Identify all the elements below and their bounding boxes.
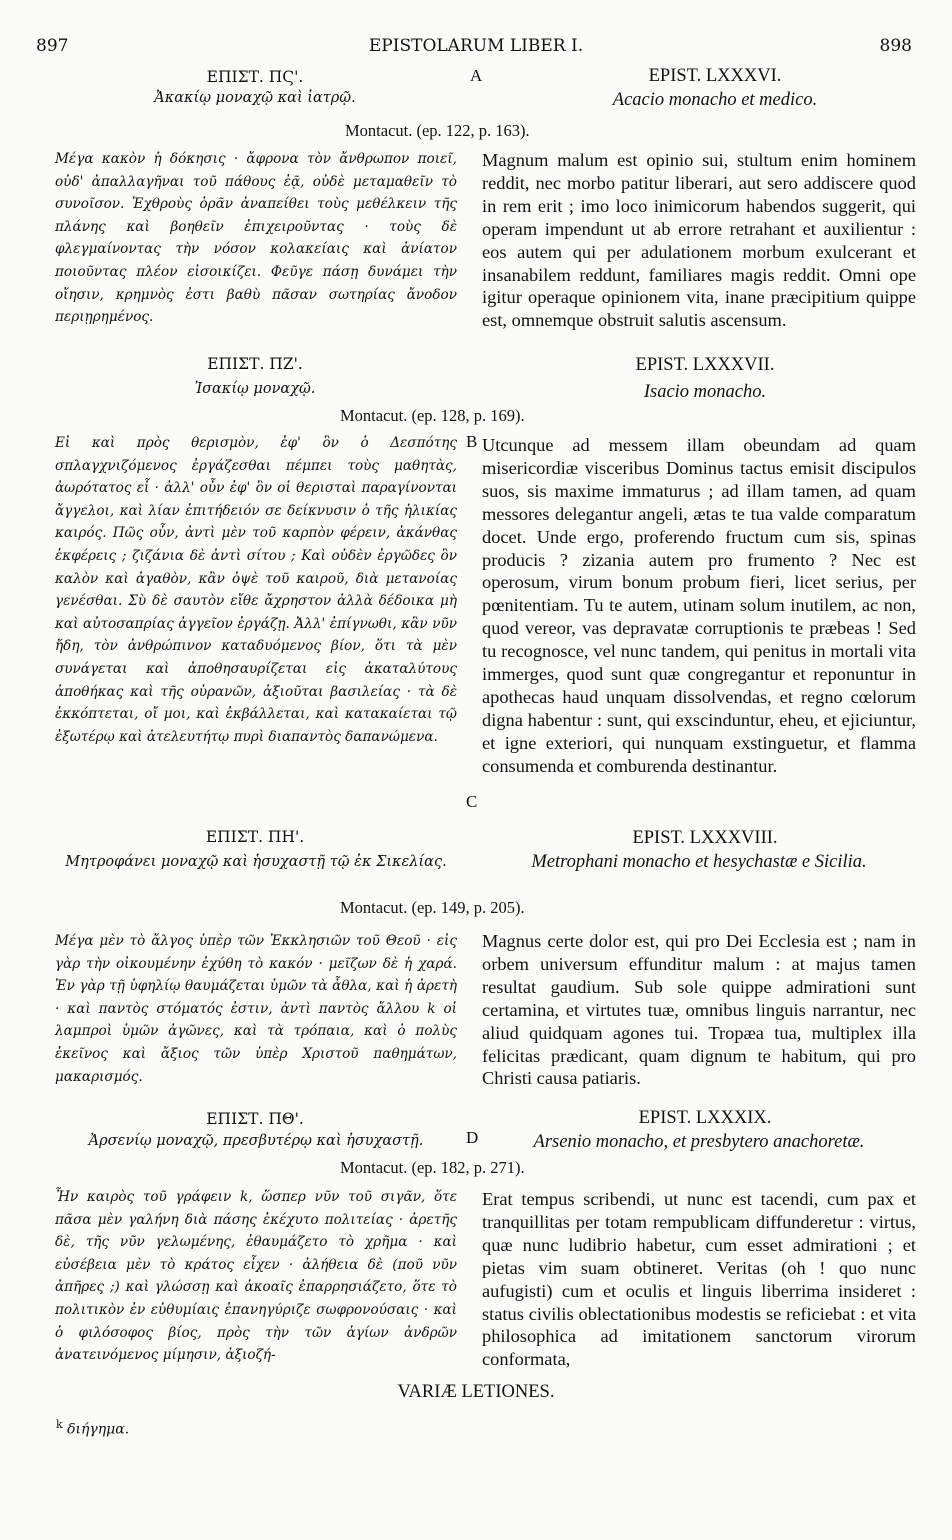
latin-title: EPIST. LXXXVII. — [635, 355, 775, 375]
latin-addressee: Isacio monacho. — [643, 382, 767, 402]
greek-title: ΕΠΙΣΤ. ΠΘ'. — [206, 1110, 304, 1128]
margin-letter-b: B — [466, 432, 478, 451]
latin-title: EPIST. LXXXIX. — [638, 1108, 772, 1128]
source-reference: Montacut. (ep. 149, p. 205). — [340, 898, 525, 917]
latin-text: Utcunque ad messem illam obeundam ad quam misericordiæ visceribus Dominus tactus emisit discipulos suos, sis maxime immaturus ; ad illam tamen, ad quam messores delegantur angeli, ætas te tua valde comparatum docet. Unde ergo, proferendo fructum cum sis, spinas producis ? zizania autem pro frumento ? Nec est operosum, virum bonum probum fieri, licet serius, per pœnitentiam. Tu te autem, utinam solum inutilem, ac non, quod vereor, vas depravatæ corruptionis te præbeas ! Sed tu recognosce, vel nunc tandem, qui penitus in mortali vita immerges, quod sunt quæ congregantur et reponuntur in apothecas haud unquam dissolvendas, et regno cœlorum digna habentur : sunt, qui exscinduntur, eheu, et ejiciuntur, et igne exteriori, qui nunquam exstinguetur, et flamma consumenda et comburenda destinantur. — [482, 435, 916, 776]
greek-text: Ἦν καιρὸς τοῦ γράφειν k, ὥσπερ νῦν τοῦ σιγᾶν, ὅτε πᾶσα μὲν γαλήνη διὰ πάσης ἐκέχυτο πολιτείας · ἀρετῆς δὲ, τῆς νῦν γελωμένης, ἐθαυμάζετο τὸ χρῆμα · καὶ εὐσέβεια μὲν τὸ κράτος εἶχεν · ἀλήθεια δὲ (ποῦ νῦν ἀπῆρες ;) καὶ γλώσσῃ καὶ ἀκοαῖς ἐπαρρησιάζετο, ὅτε τὸ πολιτικὸν ἐν εὐθυμίαις ἐπανηγύριζε σωφρονούσαις · καὶ ὁ φιλόσοφος βίος, πρὸς τὴν τῶν ἁγίων ἀνδρῶν ἀνατεινόμενος μίμησιν, ἀξιοζή- — [55, 1189, 457, 1364]
greek-addressee: Ἀρσενίῳ μοναχῷ, πρεσβυτέρῳ καὶ ἡσυχαστῇ. — [88, 1133, 424, 1149]
variant-readings-heading: VARIÆ LETIONES. — [397, 1382, 555, 1402]
greek-title: ΕΠΙΣΤ. ΠΖ'. — [207, 355, 303, 373]
running-title: EPISTOLARUM LIBER I. — [368, 36, 584, 56]
source-reference: Montacut. (ep. 182, p. 271). — [340, 1158, 525, 1177]
margin-letter-a: A — [470, 66, 483, 85]
footnote-text: διήγημα. — [67, 1421, 130, 1438]
latin-title: EPIST. LXXXVIII. — [632, 828, 778, 848]
source-reference: Montacut. (ep. 122, p. 163). — [345, 121, 530, 140]
greek-addressee: Ἰσακίῳ μοναχῷ. — [194, 381, 316, 397]
greek-addressee: Μητροφάνει μοναχῷ καὶ ἡσυχαστῇ τῷ ἐκ Σικελίας. — [65, 854, 447, 870]
margin-letter-c: C — [466, 792, 478, 811]
page-number-right: 898 — [879, 36, 912, 56]
footnote — [56, 1418, 129, 1438]
latin-addressee: Arsenio monacho, et presbytero anachoretæ. — [533, 1132, 865, 1152]
latin-text: Magnus certe dolor est, qui pro Dei Ecclesia est ; nam in orbem universum effunditur malum : at majus tamen resultat gaudium. Sub sole quippe admirationi sunt certamina, et virtutes tuæ, omnibus linguis narrantur, nec aliud quidquam agones tui. Tropæa tua, multiplex illa felicitas prædicant, quam dignum te habitum, qui pro Christi causa patiaris. — [482, 931, 916, 1089]
source-reference: Montacut. (ep. 128, p. 169). — [340, 406, 525, 425]
greek-text: Μέγα κακὸν ἡ δόκησις · ἄφρονα τὸν ἄνθρωπον ποιεῖ, οὐδ' ἀπαλλαγῆναι τοῦ πάθους ἐᾷ, οὐδὲ μεταμαθεῖν τὸ συνοῖσον. Ἐχθροὺς ὁρᾶν ἀναπείθει τοὺς μεθέλκειν τῆς πλάνης καὶ βοηθεῖν ἐπιχειροῦντας · τοὺς δὲ φλεγμαίνοντας τὴν νόσον κολακείαις καὶ ἀνίατον ποιοῦντας πλέον εἰσοικίζει. Φεῦγε πάσῃ δυνάμει τὴν οἴησιν, κρημνὸς ἐστι βαθὺ πᾶσαν σωτηρίας ἄνοδον περιῃρημένος. — [55, 151, 457, 326]
latin-addressee: Metrophani monacho et hesychastæ e Sicilia. — [531, 852, 867, 872]
greek-title: ΕΠΙΣΤ. ΠΗ'. — [205, 828, 305, 846]
page-number-left: 897 — [36, 36, 69, 56]
latin-text: Erat tempus scribendi, ut nunc est tacendi, cum pax et tranquillitas per totam rempublicam diffunderetur : virtus, quæ nunc ludibrio habetur, cum esset admirationi ; et pietas vim suam obtineret. Veritas (oh ! quo nunc aufugisti) cum et oculis et linguis liberrima insideret : status civilis oblectationibus modestis se reficiebat : et vita philosophica ad imitationem sanctorum virorum conformata, — [482, 1189, 916, 1370]
greek-text: Εἰ καὶ πρὸς θερισμὸν, ἐφ' ὃν ὁ Δεσπότης σπλαγχνιζόμενος ἐργάζεσθαι πέμπει τοὺς μαθητὰς, ἀωρότατος εἶ · ἀλλ' οὖν ἐφ' ὃν οἱ θερισταὶ παραγίνονται ἄγγελοι, καὶ λίαν ἐπιτήδειόν σε δείκνυσιν ὁ τῆς ἡλικίας καιρός. Πῶς οὖν, ἀντὶ μὲν τοῦ καρπὸν φέρειν, ἀκάνθας ἐκφέρεις ; ζιζάνια δὲ ἀντὶ σίτου ; Καὶ οὐδὲν ἐργῶδες ὂν καλὸν καὶ ἀγαθὸν, κἂν ὀψὲ τοῦ καιροῦ, διὰ μετανοίας γενέσθαι. Σὺ δὲ σαυτὸν εἴθε ἄχρηστον ἀλλὰ δέδοικα μὴ καὶ αὐτοσαπρίας ἀγγεῖον ἐργάζῃ. Ἀλλ' ἐπίγνωθι, κἂν νῦν ἤδη, τὸν ἀνθρώπινον καταδυόμενος βίον, ὅτι τὰ μὲν συνάγεται καὶ ἀποθησαυρίζεται εἰς ἀκαταλύτους ἀποθήκας καὶ τῆς οὐρανῶν, ἀξιοῦται βασιλείας · τὰ δὲ ἐκκόπτεται, οἴ μοι, καὶ ἐκβάλλεται, καὶ κατακαίεται τῷ ἐξωτέρῳ καὶ ἀτελευτήτῳ πυρὶ διαπαντὸς δαπανώμενα. — [55, 435, 457, 745]
margin-letter-d: D — [466, 1128, 479, 1147]
footnote-mark: k — [56, 1418, 63, 1431]
greek-title: ΕΠΙΣΤ. ΠϚ'. — [206, 68, 304, 86]
greek-addressee: Ἀκακίῳ μοναχῷ καὶ ἰατρῷ. — [154, 90, 356, 106]
latin-title: EPIST. LXXXVI. — [648, 66, 782, 86]
latin-addressee: Acacio monacho et medico. — [612, 90, 818, 110]
latin-text: Magnum malum est opinio sui, stultum enim hominem reddit, nec morbo patitur liberari, aut sero addiscere quod in rem erit ; imo loco inimicorum habendos suggerit, qui operam impendunt ut ab errore retrahant et auxilientur : eos autem qui per adulationem morbum exulcerant et insanabilem reddunt, familiares magis reddit. Omni ope igitur operaque opinionem vita, inane præcipitium quippe est, omnemque obstruit salutis ascensum. — [482, 150, 916, 331]
greek-text: Μέγα μὲν τὸ ἄλγος ὑπὲρ τῶν Ἐκκλησιῶν τοῦ Θεοῦ · εἰς γὰρ τὴν οἰκουμένην ἐχύθη τὸ κακόν · μεῖζων δὲ ἡ χαρά. Ἐν γὰρ τῇ ὑφηλίῳ θαυμάζεται ὑμῶν τὰ ἆθλα, καὶ ἡ ἀρετὴ · καὶ παντὸς στόματός ἐστιν, ἀντὶ παντὸς ἄλλου k οἱ λαμπροὶ ὑμῶν ἀγῶνες, καὶ τὰ τρόπαια, καὶ ὁ πολὺς ἐκεῖνος καὶ ἄξιος τῶν ὑπὲρ Χριστοῦ παθημάτων, μακαρισμός. — [55, 933, 457, 1085]
